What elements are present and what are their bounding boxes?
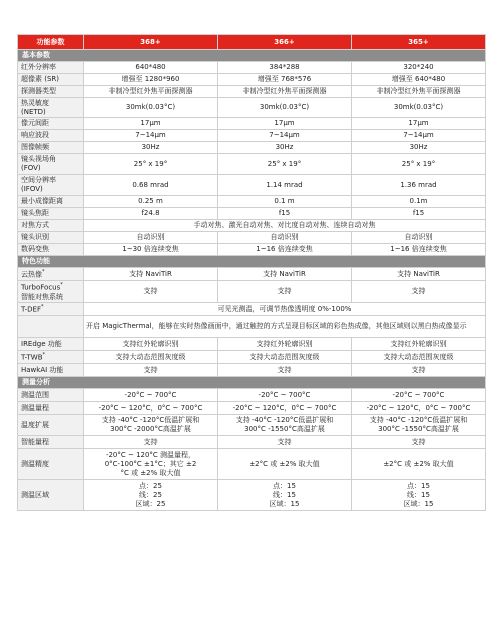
spec-row — [18, 62, 486, 74]
header-cell-feature: 功能参数 — [18, 35, 84, 50]
spec-value-368: 支持红外轮廓识别 — [84, 338, 218, 351]
header-cell-368: 368+ — [84, 35, 218, 50]
spec-value-368: 支持 — [84, 281, 218, 303]
spec-value-368: 自动识别 — [84, 232, 218, 244]
spec-row — [18, 86, 486, 98]
spec-value-365: 支持 — [352, 281, 486, 303]
spec-value-365: 支持 — [352, 436, 486, 449]
spec-row — [18, 303, 486, 316]
section-title: 基本参数 — [18, 50, 486, 62]
spec-value-365: 17μm — [352, 118, 486, 130]
spec-value-366: 支持 -40°C -120°C低温扩展和 300°C -1550°C高温扩展 — [218, 415, 352, 436]
spec-value-366: 7~14μm — [218, 130, 352, 142]
spec-label: 像元间距 — [18, 118, 84, 130]
spec-value-365: -20°C ~ 700°C — [352, 389, 486, 402]
spec-row — [18, 130, 486, 142]
spec-value-365: 增强至 640*480 — [352, 74, 486, 86]
spec-value-365: 1~16 倍连续变焦 — [352, 244, 486, 256]
spec-value-368: 7~14μm — [84, 130, 218, 142]
spec-value-365: 支持大动态范围灰度级 — [352, 351, 486, 364]
header-cell-366: 366+ — [218, 35, 352, 50]
spec-value-366: 支持 NaviTiR — [218, 268, 352, 281]
spec-row — [18, 449, 486, 480]
spec-row — [18, 316, 486, 338]
spec-table-wrapper — [17, 34, 485, 511]
spec-value-365: ±2°C 或 ±2% 取大值 — [352, 449, 486, 480]
spec-value-368: 支持 — [84, 364, 218, 377]
spec-value-span: 开启 MagicThermal，能够在实时热像画面中，通过触控的方式呈现目标区域的彩色热成像，其他区域则以黑白热成像显示 — [84, 316, 486, 338]
spec-value-368: 0.68 mrad — [84, 175, 218, 196]
spec-value-368: 17μm — [84, 118, 218, 130]
spec-label: IREdge 功能 — [18, 338, 84, 351]
spec-row — [18, 244, 486, 256]
spec-label: 图像帧频 — [18, 142, 84, 154]
spec-value-368: 增强至 1280*960 — [84, 74, 218, 86]
spec-label: TurboFocus* 智能对焦系统 — [18, 281, 84, 303]
spec-label: T-DEF* — [18, 303, 84, 316]
spec-row — [18, 389, 486, 402]
spec-value-366: 支持大动态范围灰度级 — [218, 351, 352, 364]
spec-row — [18, 338, 486, 351]
spec-row — [18, 402, 486, 415]
spec-value-368: 30mk(0.03°C) — [84, 98, 218, 118]
spec-value-368: -20°C ~ 120°C，0°C ~ 700°C — [84, 402, 218, 415]
spec-label: 温度扩展 — [18, 415, 84, 436]
spec-row — [18, 142, 486, 154]
spec-value-365: 支持 NaviTiR — [352, 268, 486, 281]
section-header-row — [18, 50, 486, 62]
spec-row — [18, 480, 486, 511]
spec-value-366: 30Hz — [218, 142, 352, 154]
spec-row — [18, 175, 486, 196]
spec-label: 测温量程 — [18, 402, 84, 415]
spec-row — [18, 268, 486, 281]
section-title: 测量分析 — [18, 377, 486, 389]
spec-value-365: 支持 -40°C -120°C低温扩展和 300°C -1550°C高温扩展 — [352, 415, 486, 436]
spec-row — [18, 98, 486, 118]
spec-value-365: 点：15 线：15 区域：15 — [352, 480, 486, 511]
spec-label: 超像素 (SR) — [18, 74, 84, 86]
spec-label: 测温范围 — [18, 389, 84, 402]
section-header-row — [18, 256, 486, 268]
spec-value-365: -20°C ~ 120°C，0°C ~ 700°C — [352, 402, 486, 415]
spec-value-366: 1.14 mrad — [218, 175, 352, 196]
spec-label: 智能量程 — [18, 436, 84, 449]
spec-label: HawkAI 功能 — [18, 364, 84, 377]
spec-value-368: 640*480 — [84, 62, 218, 74]
spec-value-368: 25° x 19° — [84, 154, 218, 175]
spec-label: 镜头焦距 — [18, 208, 84, 220]
spec-row — [18, 436, 486, 449]
spec-value-368: 非制冷型红外焦平面探测器 — [84, 86, 218, 98]
spec-label: 测温精度 — [18, 449, 84, 480]
spec-value-368: f24.8 — [84, 208, 218, 220]
spec-value-368: 30Hz — [84, 142, 218, 154]
spec-label: 响应波段 — [18, 130, 84, 142]
table-header-row — [18, 35, 486, 50]
spec-value-366: 支持 — [218, 364, 352, 377]
spec-label: 对焦方式 — [18, 220, 84, 232]
spec-value-366: 非制冷型红外焦平面探测器 — [218, 86, 352, 98]
spec-value-366: 25° x 19° — [218, 154, 352, 175]
spec-value-366: 点：15 线：15 区域：15 — [218, 480, 352, 511]
spec-value-366: 384*288 — [218, 62, 352, 74]
spec-row — [18, 351, 486, 364]
spec-label: 探测器类型 — [18, 86, 84, 98]
spec-value-366: -20°C ~ 120°C，0°C ~ 700°C — [218, 402, 352, 415]
spec-row — [18, 415, 486, 436]
spec-label: 空间分辨率 (IFOV) — [18, 175, 84, 196]
spec-row — [18, 196, 486, 208]
spec-value-368: 支持 NaviTiR — [84, 268, 218, 281]
spec-row — [18, 118, 486, 130]
spec-value-366: 支持红外轮廓识别 — [218, 338, 352, 351]
spec-label: 最小成像距离 — [18, 196, 84, 208]
spec-value-368: 支持大动态范围灰度级 — [84, 351, 218, 364]
spec-row — [18, 281, 486, 303]
spec-value-365: 30Hz — [352, 142, 486, 154]
spec-label: 红外分辨率 — [18, 62, 84, 74]
spec-value-365: 0.1m — [352, 196, 486, 208]
spec-label: T-TWB* — [18, 351, 84, 364]
spec-value-365: 7~14μm — [352, 130, 486, 142]
spec-label: 镜头视场角 (FOV) — [18, 154, 84, 175]
spec-value-366: 增强至 768*576 — [218, 74, 352, 86]
spec-row — [18, 208, 486, 220]
spec-label: 云热像* — [18, 268, 84, 281]
spec-value-368: 支持 — [84, 436, 218, 449]
spec-value-366: -20°C ~ 700°C — [218, 389, 352, 402]
spec-value-365: 30mk(0.03°C) — [352, 98, 486, 118]
spec-value-365: 支持红外轮廓识别 — [352, 338, 486, 351]
spec-value-368: -20°C ~ 700°C — [84, 389, 218, 402]
spec-value-366: ±2°C 或 ±2% 取大值 — [218, 449, 352, 480]
spec-label: 测温区域 — [18, 480, 84, 511]
spec-label: 镜头识别 — [18, 232, 84, 244]
spec-row — [18, 232, 486, 244]
spec-row — [18, 364, 486, 377]
section-header-row — [18, 377, 486, 389]
spec-value-365: 自动识别 — [352, 232, 486, 244]
spec-value-368: 1~30 倍连续变焦 — [84, 244, 218, 256]
spec-label — [18, 316, 84, 338]
spec-value-365: 非制冷型红外焦平面探测器 — [352, 86, 486, 98]
spec-value-365: 支持 — [352, 364, 486, 377]
spec-value-366: 支持 — [218, 281, 352, 303]
spec-value-366: f15 — [218, 208, 352, 220]
spec-row — [18, 220, 486, 232]
spec-value-365: 25° x 19° — [352, 154, 486, 175]
spec-value-365: 320*240 — [352, 62, 486, 74]
spec-value-366: 30mk(0.03°C) — [218, 98, 352, 118]
spec-table — [17, 34, 486, 511]
spec-value-366: 支持 — [218, 436, 352, 449]
spec-value-366: 0.1 m — [218, 196, 352, 208]
spec-value-368: 0.25 m — [84, 196, 218, 208]
spec-value-365: 1.36 mrad — [352, 175, 486, 196]
spec-row — [18, 154, 486, 175]
table-body — [18, 50, 486, 511]
spec-label: 热灵敏度 (NETD) — [18, 98, 84, 118]
spec-value-366: 自动识别 — [218, 232, 352, 244]
section-title: 特色功能 — [18, 256, 486, 268]
spec-value-368: 点：25 线：25 区域：25 — [84, 480, 218, 511]
spec-value-span: 可见光测温，可调节热像透明度 0%-100% — [84, 303, 486, 316]
spec-value-366: 1~16 倍连续变焦 — [218, 244, 352, 256]
spec-value-368: -20°C ~ 120°C 测温量程， 0°C-100°C ±1°C；其它 ±2 °C 或 ±2% 取大值 — [84, 449, 218, 480]
header-cell-365: 365+ — [352, 35, 486, 50]
spec-value-365: f15 — [352, 208, 486, 220]
spec-label: 数码变焦 — [18, 244, 84, 256]
spec-value-span: 手动对焦、激光自动对焦、对比度自动对焦、连续自动对焦 — [84, 220, 486, 232]
spec-value-368: 支持 -40°C -120°C低温扩展和 300°C -2000°C高温扩展 — [84, 415, 218, 436]
spec-value-366: 17μm — [218, 118, 352, 130]
spec-row — [18, 74, 486, 86]
